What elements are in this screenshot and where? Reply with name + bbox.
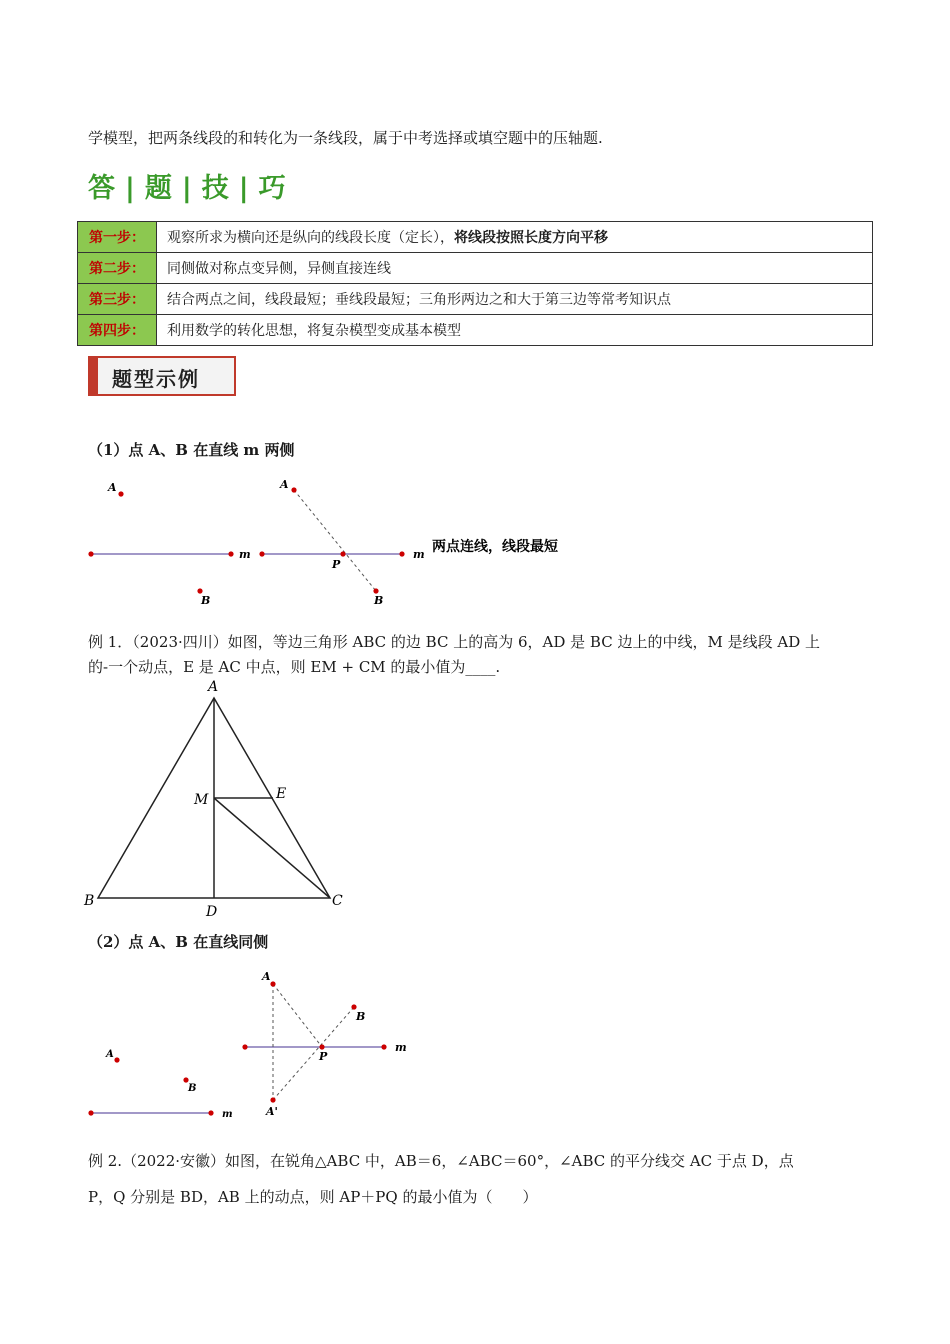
label-a: A xyxy=(106,1049,114,1060)
label-m: m xyxy=(222,1109,233,1120)
step-text: 利用数学的转化思想，将复杂模型变成基本模型 xyxy=(157,315,873,346)
section-banner xyxy=(88,356,236,396)
table-row xyxy=(78,222,873,253)
point-p xyxy=(340,551,345,556)
segment-ap xyxy=(273,984,322,1047)
step-label: 第三步： xyxy=(78,284,157,315)
answer-blank: ____. xyxy=(465,658,501,676)
point-a xyxy=(291,487,296,492)
label-m: m xyxy=(395,1041,407,1054)
steps-table xyxy=(77,221,873,346)
label-a: A xyxy=(280,478,289,491)
label-b: B xyxy=(188,1083,197,1094)
step-text-bold: 将线段按照长度方向平移 xyxy=(454,230,608,246)
point-p xyxy=(319,1044,324,1049)
point xyxy=(259,551,264,556)
banner-accent xyxy=(90,358,98,394)
section-title-char: 答 xyxy=(88,173,117,204)
step-text-plain: 观察所求为横向还是纵向的线段长度（定长）， xyxy=(167,230,454,246)
banner-label: 题型示例 xyxy=(112,367,200,391)
label-a: A xyxy=(262,970,271,983)
example1-line1: 例 1．（2023·四川）如图，等边三角形 ABC 的边 BC 上的高为 6，AD 是 BC 边上的中线，M 是线段 AD 上 xyxy=(88,633,820,651)
table-row xyxy=(78,315,873,346)
label-e: E xyxy=(276,786,287,802)
case2-title: （2）点 A、B 在直线同侧 xyxy=(88,933,269,951)
point xyxy=(228,551,233,556)
segment-ab xyxy=(294,490,376,591)
step-label: 第二步： xyxy=(78,253,157,284)
point-a xyxy=(114,1057,119,1062)
section-title-char: 巧 xyxy=(258,173,288,204)
segment-mc xyxy=(214,798,330,898)
point-a xyxy=(270,981,275,986)
label-d: D xyxy=(206,904,218,920)
point xyxy=(208,1110,213,1115)
step-text: 同侧做对称点变异侧，异侧直接连线 xyxy=(157,253,873,284)
point xyxy=(242,1044,247,1049)
section-title-char: 题 xyxy=(144,173,174,204)
case1-note: 两点连线，线段最短 xyxy=(432,539,558,555)
label-a-prime: A' xyxy=(266,1105,278,1118)
point xyxy=(88,1110,93,1115)
step-text: 结合两点之间，线段最短；垂线段最短；三角形两边之和大于第三边等常考知识点 xyxy=(157,284,873,315)
label-m: m xyxy=(239,548,251,561)
label-p: P xyxy=(332,558,341,571)
point xyxy=(399,551,404,556)
label-a: A xyxy=(208,679,219,695)
label-b: B xyxy=(84,893,95,909)
point-b xyxy=(373,588,378,593)
label-c: C xyxy=(332,893,343,909)
intro-text: 学模型，把两条线段的和转化为一条线段，属于中考选择或填空题中的压轴题. xyxy=(88,129,603,147)
step-label: 第一步： xyxy=(78,222,157,253)
label-m: M xyxy=(194,792,209,808)
point-b xyxy=(351,1004,356,1009)
label-m: m xyxy=(413,548,425,561)
label-b: B xyxy=(374,594,384,607)
example1-line2-text: 的-一个动点，E 是 AC 中点，则 EM + CM 的最小值为 xyxy=(88,658,466,676)
label-b: B xyxy=(201,594,211,607)
example1-line2 xyxy=(88,657,500,677)
section-title-char: 技 xyxy=(201,173,231,204)
step-text xyxy=(157,222,873,253)
point-a-prime xyxy=(270,1097,275,1102)
label-a: A xyxy=(108,481,117,494)
table-row xyxy=(78,253,873,284)
case2-diagram xyxy=(80,962,420,1122)
segment-a2b xyxy=(273,1007,354,1100)
point-b xyxy=(197,588,202,593)
example2-line1: 例 2.（2022·安徽）如图，在锐角△ABC 中，AB＝6，∠ABC＝60°，∠ABC 的平分线交 AC 于点 D，点 xyxy=(88,1152,794,1170)
case1-diagram xyxy=(80,470,600,615)
case1-title: （1）点 A、B 在直线 m 两侧 xyxy=(88,441,295,459)
step-label: 第四步： xyxy=(78,315,157,346)
triangle-diagram xyxy=(80,676,350,921)
table-row xyxy=(78,284,873,315)
section-title: 答 | 题 | 技 | 巧 xyxy=(88,173,288,204)
point xyxy=(381,1044,386,1049)
point-a xyxy=(118,491,123,496)
label-p: P xyxy=(319,1050,328,1063)
point-b xyxy=(183,1077,188,1082)
label-b: B xyxy=(356,1010,366,1023)
point xyxy=(88,551,93,556)
example2-line2: P，Q 分别是 BD，AB 上的动点，则 AP＋PQ 的最小值为（ ） xyxy=(88,1188,538,1206)
